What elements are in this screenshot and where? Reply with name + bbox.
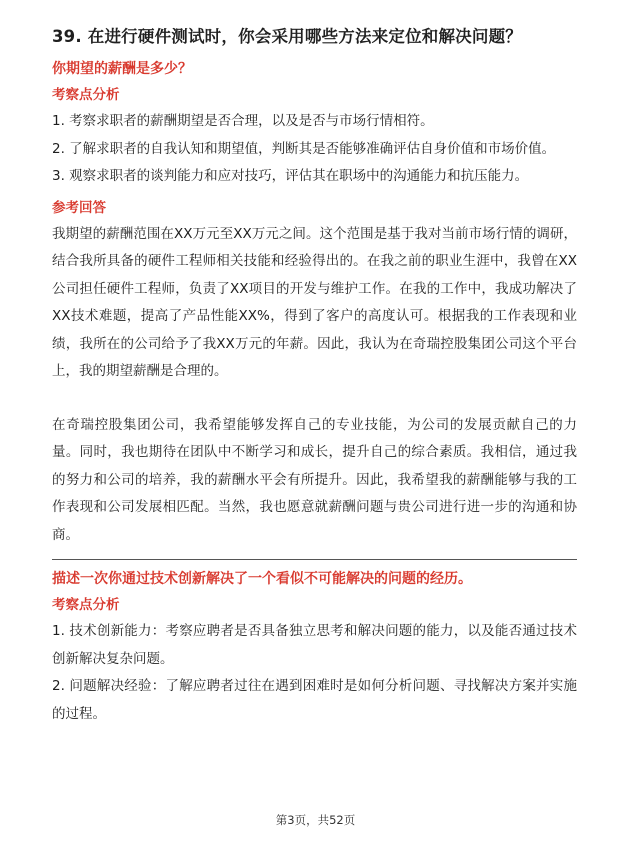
answer-paragraph: 我期望的薪酬范围在XX万元至XX万元之间。这个范围是基于我对当前市场行情的调研，结合我所具备的硬件工程师相关技能和经验得出的。在我之前的职业生涯中，我曾在XX公司担任硬件工程师，负责了XX项目的开发与维护工作。在我的工作中，我成功解决了XX技术难题，提高了产品性能XX%，得到了客户的高度认可。根据我的工作表现和业绩，我所在的公司给予了我XX万元的年薪。因此，我认为在奇瑞控股集团公司这个平台上，我的期望薪酬是合理的。 [52,225,577,379]
section1-answer-label: 参考回答 [52,199,106,216]
question-title: 39. 在进行硬件测试时，你会采用哪些方法来定位和解决问题？ [52,27,522,46]
section1-title: 你期望的薪酬是多少？ [52,61,192,77]
section2-title: 描述一次你通过技术创新解决了一个看似不可能解决的问题的经历。 [52,571,472,587]
section2-analysis-item: 2. 问题解决经验：了解应聘者过往在遇到困难时是如何分析问题、寻找解决方案并实施的过程。 [52,678,577,722]
section2-analysis-label: 考察点分析 [52,597,120,613]
section2-analysis-item: 1. 技术创新能力：考察应聘者是否具备独立思考和解决问题的能力，以及能否通过技术创新解决复杂问题。 [52,623,577,667]
answer-paragraph: 在奇瑞控股集团公司，我希望能够发挥自己的专业技能，为公司的发展贡献自己的力量。同时，我也期待在团队中不断学习和成长，提升自己的综合素质。我相信，通过我的努力和公司的培养，我的薪酬水平会有所提升。因此，我希望我的薪酬能够与我的工作表现和公司发展相匹配。当然，我也愿意就薪酬问题与贵公司进行进一步的沟通和协商。 [52,416,577,543]
section1-analysis-label: 考察点分析 [52,87,120,103]
paragraph-spacer [52,386,577,412]
section1-analysis-item: 2. 了解求职者的自我认知和期望值，判断其是否能够准确评估自身价值和市场价值。 [52,140,556,157]
section-divider [52,559,577,560]
section1-analysis-item: 3. 观察求职者的谈判能力和应对技巧，评估其在职场中的沟通能力和抗压能力。 [52,168,529,184]
section1-analysis-item: 1. 考察求职者的薪酬期望是否合理，以及是否与市场行情相符。 [52,113,434,129]
page-footer: 第3页，共52页 [275,813,356,827]
